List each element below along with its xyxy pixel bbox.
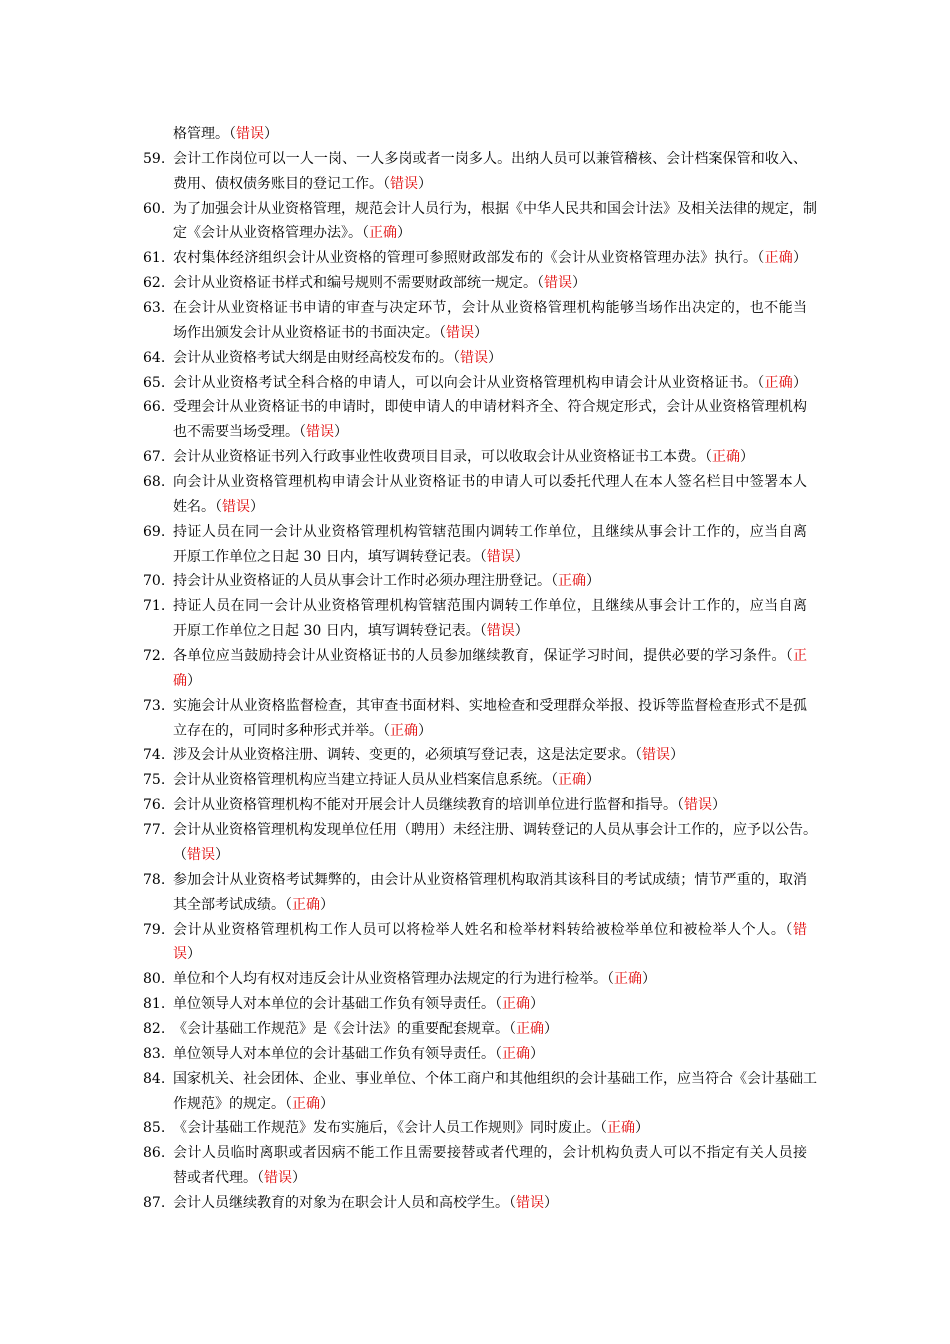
question-number: 81. xyxy=(143,996,166,1013)
question-number: 77. xyxy=(143,822,166,839)
answer-label: 错误 xyxy=(236,126,264,142)
document-line xyxy=(0,793,950,818)
answer-label: 正确 xyxy=(558,772,586,789)
question-number: 61. xyxy=(143,250,166,267)
document-line xyxy=(0,1166,950,1191)
closing-paren: ） xyxy=(397,225,411,242)
question-text xyxy=(173,271,807,296)
statement-text: 开原工作单位之日起 30 日内，填写调转登记表。（ xyxy=(173,548,487,565)
question-number: 72. xyxy=(143,648,166,665)
question-number: 73. xyxy=(143,697,166,714)
answer-label: 错误 xyxy=(486,623,515,640)
answer-label: 正确 xyxy=(558,573,586,590)
closing-paren: ） xyxy=(215,846,229,863)
statement-text: 在会计从业资格证书申请的审查与决定环节，会计从业资格管理机构能够当场作出决定的，也不能当 xyxy=(173,300,807,317)
statement-text: 单位和个人均有权对违反会计从业资格管理办法规定的行为进行检举。（ xyxy=(173,971,614,988)
answer-label: 正确 xyxy=(516,1020,544,1037)
question-text xyxy=(173,172,807,197)
statement-text: （ xyxy=(173,846,187,863)
closing-paren: ） xyxy=(572,275,586,292)
answer-label: 错误 xyxy=(486,548,515,565)
closing-paren: ） xyxy=(586,772,600,789)
question-number: 63. xyxy=(143,300,166,317)
statement-text: 实施会计从业资格监督检查，其审查书面材料、实地检查和受理群众举报、投诉等监督检查形式不是孤 xyxy=(173,697,807,714)
question-number: 64. xyxy=(143,349,166,366)
question-text xyxy=(173,445,807,470)
question-text xyxy=(173,619,807,644)
question-text xyxy=(173,942,807,967)
answer-label: 错误 xyxy=(306,424,334,441)
question-text xyxy=(173,719,807,744)
document-line xyxy=(0,1092,950,1117)
closing-paren: ） xyxy=(712,797,726,814)
statement-text: 会计从业资格证书样式和编号规则不需要财政部统一规定。（ xyxy=(173,275,544,292)
document-line xyxy=(0,768,950,793)
closing-paren: ） xyxy=(514,548,529,565)
question-number: 60. xyxy=(143,200,166,217)
statement-text: 也不需要当场受理。（ xyxy=(173,424,306,441)
document-line xyxy=(0,197,950,222)
statement-text: 会计从业资格证书列入行政事业性收费项目目录，可以收取会计从业资格证书工本费。（ xyxy=(173,449,712,466)
question-text xyxy=(173,967,807,992)
closing-paren: ） xyxy=(320,896,334,913)
statement-text: 定《会计从业资格管理办法》。（ xyxy=(173,225,369,242)
document-line xyxy=(0,942,950,967)
question-number: 86. xyxy=(143,1145,166,1162)
statement-text: 开原工作单位之日起 30 日内，填写调转登记表。（ xyxy=(173,623,487,640)
closing-paren: ） xyxy=(530,996,544,1013)
question-text xyxy=(173,992,807,1017)
question-number: 87. xyxy=(143,1194,166,1211)
closing-paren: ） xyxy=(544,1194,558,1211)
document-line xyxy=(0,1017,950,1042)
answer-label: 正确 xyxy=(292,1095,320,1112)
question-text xyxy=(173,371,807,396)
document-line xyxy=(0,743,950,768)
question-number: 83. xyxy=(143,1045,166,1062)
document-line xyxy=(0,346,950,371)
answer-label: 正确 xyxy=(502,996,530,1013)
question-text xyxy=(173,1092,807,1117)
closing-paren: ） xyxy=(793,374,807,391)
question-number: 74. xyxy=(143,747,166,764)
statement-text: 其全部考试成绩。（ xyxy=(173,896,292,913)
closing-paren: ） xyxy=(250,498,264,515)
document-line xyxy=(0,868,950,893)
statement-text: 持证人员在同一会计从业资格管理机构管辖范围内调转工作单位，且继续从事会计工作的，应当自离 xyxy=(173,598,807,615)
document-line xyxy=(0,1042,950,1067)
closing-paren: ） xyxy=(514,623,529,640)
answer-label: 正确 xyxy=(764,374,793,391)
statement-text: 《会计基础工作规范》是《会计法》的重要配套规章。（ xyxy=(173,1020,516,1037)
question-text xyxy=(173,1116,807,1141)
statement-text: 向会计从业资格管理机构申请会计从业资格证书的申请人可以委托代理人在本人签名栏目中签署本人 xyxy=(173,474,807,491)
closing-paren: ） xyxy=(642,971,656,988)
answer-label: 正确 xyxy=(764,250,793,267)
document-line xyxy=(0,271,950,296)
statement-text: 为了加强会计从业资格管理，规范会计人员行为，根据《中华人民共和国会计法》及相关法律的规定，制 xyxy=(173,200,817,217)
closing-paren: ） xyxy=(418,722,432,739)
statement-text: 会计工作岗位可以一人一岗、一人多岗或者一岗多人。出纳人员可以兼管稽核、会计档案保管和收入、 xyxy=(173,150,807,167)
question-text xyxy=(173,669,807,694)
question-text xyxy=(173,395,807,420)
statement-text: 场作出颁发会计从业资格证书的书面决定。（ xyxy=(173,324,446,341)
closing-paren: ） xyxy=(187,672,201,689)
document-line xyxy=(0,843,950,868)
statement-text: 作规范》的规定。（ xyxy=(173,1095,292,1112)
document-line xyxy=(0,445,950,470)
closing-paren: ） xyxy=(320,1095,334,1112)
answer-label: 正确 xyxy=(607,1120,635,1137)
question-text xyxy=(173,346,807,371)
document-line xyxy=(0,644,950,669)
answer-label: 错误 xyxy=(187,846,215,863)
statement-text: 涉及会计从业资格注册、调转、变更的，必须填写登记表，这是法定要求。（ xyxy=(173,747,642,764)
question-number: 70. xyxy=(143,573,166,590)
closing-paren: ） xyxy=(292,1170,306,1187)
document-line xyxy=(0,719,950,744)
question-text xyxy=(173,918,807,943)
question-text xyxy=(173,221,807,246)
answer-label: 正确 xyxy=(502,1045,530,1062)
document-line xyxy=(0,246,950,271)
document-line xyxy=(0,1191,950,1216)
answer-label: 错误 xyxy=(516,1194,544,1211)
document-line xyxy=(0,371,950,396)
question-number: 62. xyxy=(143,275,166,292)
question-text xyxy=(173,768,807,793)
question-list xyxy=(0,122,950,1216)
question-number: 66. xyxy=(143,399,166,416)
question-text xyxy=(173,470,807,495)
document-line xyxy=(0,520,950,545)
document-line xyxy=(0,172,950,197)
document-line xyxy=(0,918,950,943)
answer-label: 误 xyxy=(173,946,187,963)
document-line xyxy=(0,619,950,644)
question-number: 79. xyxy=(143,921,166,938)
question-text xyxy=(173,520,807,545)
statement-text: 《会计基础工作规范》发布实施后，《会计人员工作规则》同时废止。（ xyxy=(173,1120,607,1137)
answer-label: 正确 xyxy=(712,449,740,466)
answer-label: 正确 xyxy=(369,225,397,242)
statement-text: 受理会计从业资格证书的申请时，即使申请人的申请材料齐全、符合规定形式，会计从业资格管理机构 xyxy=(173,399,807,416)
question-text xyxy=(173,122,807,147)
document-line xyxy=(0,694,950,719)
statement-text: 会计人员继续教育的对象为在职会计人员和高校学生。（ xyxy=(173,1194,516,1211)
closing-paren: ） xyxy=(793,250,807,267)
statement-text: 单位领导人对本单位的会计基础工作负有领导责任。（ xyxy=(173,1045,502,1062)
statement-text: 会计从业资格管理机构不能对开展会计人员继续教育的培训单位进行监督和指导。（ xyxy=(173,797,684,814)
question-text xyxy=(173,495,807,520)
question-text xyxy=(173,694,807,719)
question-text xyxy=(173,818,817,843)
question-number: 67. xyxy=(143,449,166,466)
question-number: 59. xyxy=(143,150,166,167)
document-line xyxy=(0,992,950,1017)
statement-text: 会计从业资格考试大纲是由财经高校发布的。（ xyxy=(173,349,460,366)
answer-label: 错误 xyxy=(684,797,712,814)
statement-text: 会计人员临时离职或者因病不能工作且需要接替或者代理的，会计机构负责人可以不指定有关人员接 xyxy=(173,1145,807,1162)
document-line xyxy=(0,1067,950,1092)
statement-text: 参加会计从业资格考试舞弊的，由会计从业资格管理机构取消其该科目的考试成绩；情节严重的，取消 xyxy=(173,871,807,888)
closing-paren: ） xyxy=(488,349,502,366)
question-number: 69. xyxy=(143,523,166,540)
question-text xyxy=(173,1067,817,1092)
statement-text: 会计从业资格管理机构应当建立持证人员从业档案信息系统。（ xyxy=(173,772,558,789)
document-line xyxy=(0,1141,950,1166)
closing-paren: ） xyxy=(586,573,600,590)
document-line xyxy=(0,321,950,346)
closing-paren: ） xyxy=(418,175,432,192)
question-text xyxy=(173,1166,807,1191)
question-number: 78. xyxy=(143,871,166,888)
closing-paren: ） xyxy=(530,1045,544,1062)
question-text xyxy=(173,1042,807,1067)
answer-label: 错误 xyxy=(544,275,572,292)
question-text xyxy=(173,1141,807,1166)
question-text xyxy=(173,893,807,918)
closing-paren: ） xyxy=(264,126,278,142)
document-line xyxy=(0,495,950,520)
answer-label: 错 xyxy=(793,921,807,938)
closing-paren: ） xyxy=(334,424,348,441)
closing-paren: ） xyxy=(740,449,754,466)
document-line xyxy=(0,569,950,594)
question-text xyxy=(173,197,817,222)
statement-text: 农村集体经济组织会计从业资格的管理可参照财政部发布的《会计从业资格管理办法》执行。（ xyxy=(173,250,765,267)
closing-paren: ） xyxy=(670,747,684,764)
document-line xyxy=(0,1116,950,1141)
document-line xyxy=(0,594,950,619)
question-text xyxy=(173,1191,807,1216)
document-line xyxy=(0,420,950,445)
answer-label: 确 xyxy=(173,672,187,689)
statement-text: 费用、债权债务账目的登记工作。（ xyxy=(173,175,390,192)
document-line xyxy=(0,470,950,495)
document-line xyxy=(0,893,950,918)
answer-label: 正确 xyxy=(292,896,320,913)
question-text xyxy=(173,147,807,172)
document-line xyxy=(0,395,950,420)
question-number: 82. xyxy=(143,1020,166,1037)
document-line xyxy=(0,669,950,694)
question-number: 65. xyxy=(143,374,166,391)
question-text xyxy=(173,868,807,893)
question-number: 80. xyxy=(143,971,166,988)
closing-paren: ） xyxy=(187,946,201,963)
statement-text: 持会计从业资格证的人员从事会计工作时必须办理注册登记。（ xyxy=(173,573,558,590)
closing-paren: ） xyxy=(544,1020,558,1037)
question-number: 75. xyxy=(143,772,166,789)
question-number: 76. xyxy=(143,797,166,814)
answer-label: 错误 xyxy=(264,1170,292,1187)
question-text xyxy=(173,321,807,346)
question-text xyxy=(173,644,807,669)
question-number: 68. xyxy=(143,474,166,491)
statement-text: 各单位应当鼓励持会计从业资格证书的人员参加继续教育，保证学习时间，提供必要的学习条件。（ xyxy=(173,648,793,665)
document-line xyxy=(0,545,950,570)
statement-text: 替或者代理。（ xyxy=(173,1170,264,1187)
question-number: 71. xyxy=(143,598,166,615)
answer-label: 错误 xyxy=(222,498,250,515)
answer-label: 错误 xyxy=(642,747,670,764)
question-text xyxy=(173,843,807,868)
question-number: 85. xyxy=(143,1120,166,1137)
document-line xyxy=(0,221,950,246)
statement-text: 立存在的，可同时多种形式并举。（ xyxy=(173,722,390,739)
question-text xyxy=(173,1017,807,1042)
answer-label: 错误 xyxy=(460,349,488,366)
statement-text: 会计从业资格考试全科合格的申请人，可以向会计从业资格管理机构申请会计从业资格证书。（ xyxy=(173,374,765,391)
answer-label: 正确 xyxy=(390,722,418,739)
statement-text: 姓名。（ xyxy=(173,498,222,515)
closing-paren: ） xyxy=(635,1120,649,1137)
document-line xyxy=(0,967,950,992)
question-text xyxy=(173,743,807,768)
statement-text: 格管理。（ xyxy=(173,126,236,142)
statement-text: 持证人员在同一会计从业资格管理机构管辖范围内调转工作单位，且继续从事会计工作的，应当自离 xyxy=(173,523,807,540)
answer-label: 正确 xyxy=(614,971,642,988)
statement-text: 会计从业资格管理机构工作人员可以将检举人姓名和检举材料转给被检举单位和被检举人个人。（ xyxy=(173,921,793,938)
question-text xyxy=(173,420,807,445)
question-text xyxy=(173,545,807,570)
document-line xyxy=(0,818,950,843)
statement-text: 单位领导人对本单位的会计基础工作负有领导责任。（ xyxy=(173,996,502,1013)
closing-paren: ） xyxy=(474,324,488,341)
question-text xyxy=(173,246,807,271)
document-line xyxy=(0,296,950,321)
document-line xyxy=(0,122,950,147)
question-text xyxy=(173,569,807,594)
answer-label: 错误 xyxy=(390,175,418,192)
answer-label: 正 xyxy=(793,648,807,665)
document-line xyxy=(0,147,950,172)
question-text xyxy=(173,793,807,818)
question-number: 84. xyxy=(143,1070,166,1087)
question-text xyxy=(173,594,807,619)
question-text xyxy=(173,296,807,321)
statement-text: 国家机关、社会团体、企业、事业单位、个体工商户和其他组织的会计基础工作，应当符合《会计基础工 xyxy=(173,1070,817,1087)
answer-label: 错误 xyxy=(446,324,474,341)
statement-text: 会计从业资格管理机构发现单位任用（聘用）未经注册、调转登记的人员从事会计工作的，应予以公告。 xyxy=(173,822,817,839)
